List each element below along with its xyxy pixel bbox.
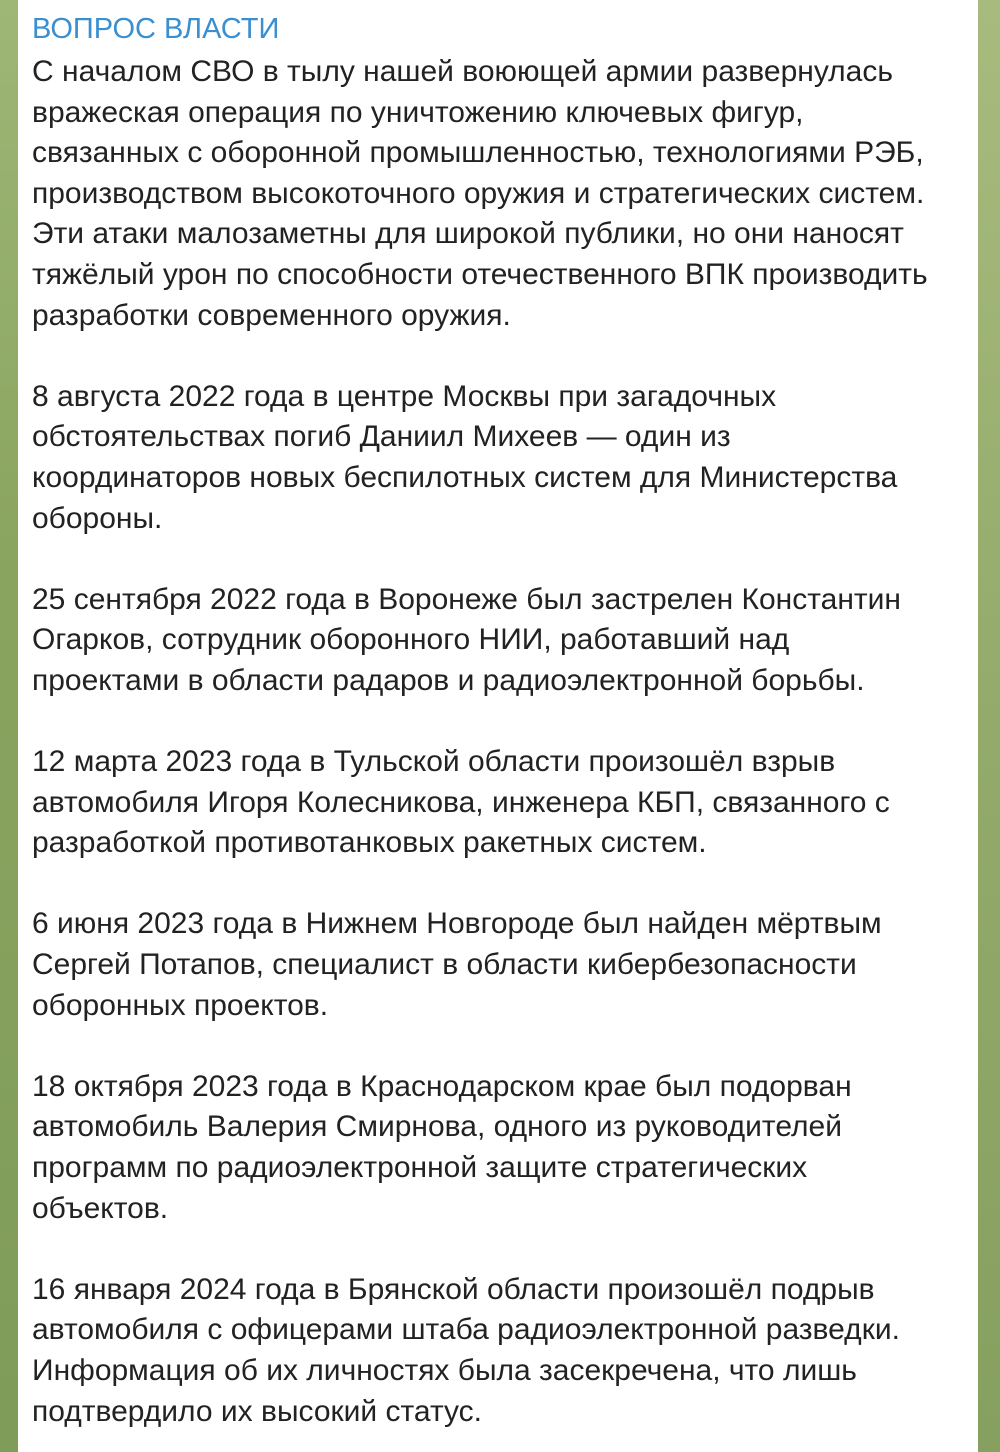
- message-text: [32, 52, 938, 1432]
- message-paragraph: 18 октября 2023 года в Краснодарском крае был подорван автомобиль Валерия Смирнова, одного из руководителей программ по радиоэлектронной защите стратегических объектов.: [32, 1069, 852, 1225]
- message-paragraph: 16 января 2024 года в Брянской области произошёл подрыв автомобиля с офицерами штаба радиоэлектронной разведки. Информация об их личностях была засекречена, что лишь подтвердило их высокий статус.: [32, 1272, 900, 1428]
- message-bubble: [18, 0, 978, 1452]
- message-paragraph: 25 сентября 2022 года в Воронеже был застрелен Константин Огарков, сотрудник оборонного НИИ, работавший над проектами в области радаров и радиоэлектронной борьбы.: [32, 582, 901, 697]
- message-paragraph: 8 августа 2022 года в центре Москвы при загадочных обстоятельствах погиб Даниил Михеев — один из координаторов новых беспилотных систем для Министерства обороны.: [32, 379, 898, 535]
- channel-name-link[interactable]: ВОПРОС ВЛАСТИ: [32, 13, 280, 45]
- message-paragraph-intro: С началом СВО в тылу нашей воюющей армии развернулась вражеская операция по уничтожению ключевых фигур, связанных с оборонной промышленностью, технологиями РЭБ, производством высокоточного оружия и стратегических систем. Эти атаки малозаметны для широкой публики, но они наносят тяжёлый урон по способности отечественного ВПК производить разработки современного оружия.: [32, 55, 928, 332]
- message-paragraph: 12 марта 2023 года в Тульской области произошёл взрыв автомобиля Игоря Колесникова, инженера КБП, связанного с разработкой противотанковых ракетных систем.: [32, 745, 890, 860]
- message-paragraph: 6 июня 2023 года в Нижнем Новгороде был найден мёртвым Сергей Потапов, специалист в области кибербезопасности оборонных проектов.: [32, 907, 882, 1022]
